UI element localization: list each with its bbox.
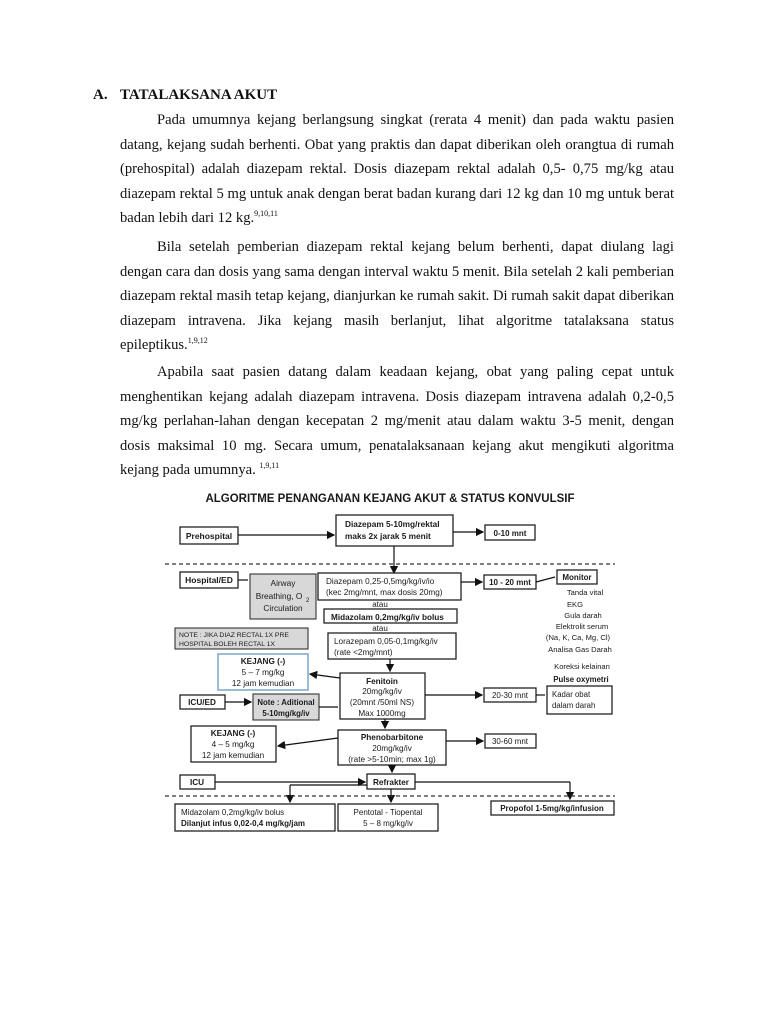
time-label-2: 10 - 20 mnt (489, 578, 531, 587)
arrow (278, 738, 338, 746)
monitor-item: (Na, K, Ca, Mg, Cl) (545, 633, 611, 642)
hospital-ed-label: Hospital/ED (185, 575, 233, 585)
figure-title: ALGORITME PENANGANAN KEJANG AKUT & STATUS KONVULSIF (205, 493, 575, 505)
airway-line-1: Airway (270, 578, 296, 588)
phenobarbitone-line-2: 20mg/kg/iv (372, 744, 412, 753)
monitor-label: Monitor (562, 573, 592, 582)
airway-line-3: Circulation (263, 603, 303, 613)
atau-label-2: atau (372, 624, 388, 633)
paragraph-text: Apabila saat pasien datang dalam keadaan kejang, obat yang paling cepat untuk menghentikan kejang adalah diazepam intravena. Dosis diazepam intravena adalah 0,2-0,5 mg/kg perlahan-lahan dengan kecepatan 2 mg/menit atau dalam waktu 3-5 menit, dengan dosis maksimal 10 mg. Secara umum, penatalaksanaan kejang akut mengikuti algoritma kejang pada umumnya. (120, 364, 674, 479)
algorithm-figure (160, 488, 620, 833)
pentotal-line-2: 5 – 8 mg/kg/iv (363, 819, 413, 828)
fenitoin-line-3: (20mnt /50ml NS) (349, 698, 415, 707)
paragraph-text: Bila setelah pemberian diazepam rektal kejang belum berhenti, dapat diulang lagi dengan cara dan dosis yang sama dengan interval waktu 5 menit. Bila setelah 2 kali pemberian diazepam rektal masih tetap kejang, dianjurkan ke rumah sakit. Di rumah sakit dapat diberikan diazepam intravena. Jika kejang masih berlanjut, lihat algoritme tatalaksana status epileptikus. (120, 239, 674, 354)
propofol-label: Propofol 1-5mg/kg/infusion (500, 804, 604, 813)
note-additional-line-1: Note : Aditional (257, 698, 315, 707)
lorazepam-line-2: (rate <2mg/mnt) (334, 648, 393, 657)
time-label-1: 0-10 mnt (493, 529, 527, 538)
fenitoin-line-4: Max 1000mg (358, 709, 406, 718)
diazepam-iv-line-2: (kec 2mg/mnt, max dosis 20mg) (326, 588, 443, 597)
note-rectal-line-2: HOSPITAL BOLEH RECTAL 1X (179, 641, 275, 648)
kejang-negative-2-line-1: KEJANG (-) (210, 729, 256, 738)
midazolam-bolus-label: Midazolam 0,2mg/kg/iv bolus (331, 613, 444, 622)
paragraph-3 (120, 360, 674, 483)
monitor-item: Gula darah (564, 611, 602, 620)
kejang-negative-1-line-1: KEJANG (-) (240, 657, 286, 666)
monitor-item: Pulse oxymetri (553, 675, 609, 684)
monitor-item: Koreksi kelainan (554, 662, 610, 671)
diazepam-rectal-line-2: maks 2x jarak 5 menit (345, 531, 431, 541)
icu-ed-label: ICU/ED (188, 698, 216, 707)
note-additional-line-2: 5-10mg/kg/iv (262, 709, 310, 718)
section-title: TATALAKSANA AKUT (120, 87, 278, 103)
section-number: A. (93, 87, 108, 103)
arrow (536, 577, 555, 582)
diazepam-rectal-line-1: Diazepam 5-10mg/rektal (345, 519, 440, 529)
phenobarbitone-line-1: Phenobarbitone (360, 733, 424, 742)
monitor-item: Analisa Gas Darah (548, 645, 612, 654)
refrakter-label: Refrakter (373, 778, 409, 787)
midazolam-infus-line-2: Dilanjut infus 0,02-0,4 mg/kg/jam (181, 819, 306, 828)
citation: 1,9,11 (259, 461, 280, 471)
paragraph-2 (120, 235, 674, 358)
algorithm-flowchart (160, 488, 620, 833)
citation: 9,10,11 (254, 209, 278, 219)
paragraph-1 (120, 108, 674, 231)
fenitoin-line-2: 20mg/kg/iv (362, 687, 402, 696)
airway-line-2: Breathing, O (255, 591, 303, 601)
phenobarbitone-line-3: (rate >5-10min; max 1g) (348, 755, 436, 764)
time-label-3: 20-30 mnt (491, 691, 529, 700)
fenitoin-line-1: Fenitoin (366, 677, 398, 686)
kejang-negative-1-line-2: 5 – 7 mg/kg (241, 668, 285, 677)
prehospital-label: Prehospital (185, 531, 233, 541)
kejang-negative-2-line-3: 12 jam kemudian (201, 751, 265, 760)
monitor-item: EKG (566, 600, 584, 609)
atau-label-1: atau (372, 600, 388, 609)
diazepam-iv-line-1: Diazepam 0,25-0,5mg/kg/iv/io (326, 577, 435, 586)
kejang-negative-2-line-2: 4 – 5 mg/kg (211, 740, 255, 749)
note-rectal-line-1: NOTE : JIKA DIAZ RECTAL 1X PRE (179, 632, 289, 639)
midazolam-infus-line-1: Midazolam 0,2mg/kg/iv bolus (181, 808, 285, 817)
arrow (310, 674, 340, 678)
pentotal-line-1: Pentotal - Tiopental (353, 808, 423, 817)
lorazepam-line-1: Lorazepam 0,05-0,1mg/kg/iv (334, 637, 438, 646)
icu-label: ICU (189, 778, 205, 787)
kejang-negative-1-line-3: 12 jam kemudian (231, 679, 295, 688)
paragraph-text: Pada umumnya kejang berlangsung singkat (rerata 4 menit) dan pada waktu pasien datang, kejang sudah berhenti. Obat yang praktis dan dapat diberikan oleh orangtua di rumah (prehospital) adalah diazepam rektal. Dosis diazepam rektal adalah 0,5- 0,75 mg/kg atau diazepam rektal 5 mg untuk anak dengan berat badan kurang dari 12 kg dan 10 mg untuk berat badan lebih dari 12 kg. (120, 112, 674, 227)
kadar-obat-line-2: dalam darah (552, 701, 596, 710)
citation: 1,9,12 (187, 336, 208, 346)
kadar-obat-line-1: Kadar obat (552, 690, 591, 699)
section-heading (93, 87, 277, 104)
time-label-4: 30-60 mnt (491, 737, 529, 746)
monitor-item: Elektrolit serum (555, 622, 609, 631)
monitor-item: Tanda vital (566, 588, 604, 597)
oxygen-subscript: 2 (306, 598, 310, 604)
